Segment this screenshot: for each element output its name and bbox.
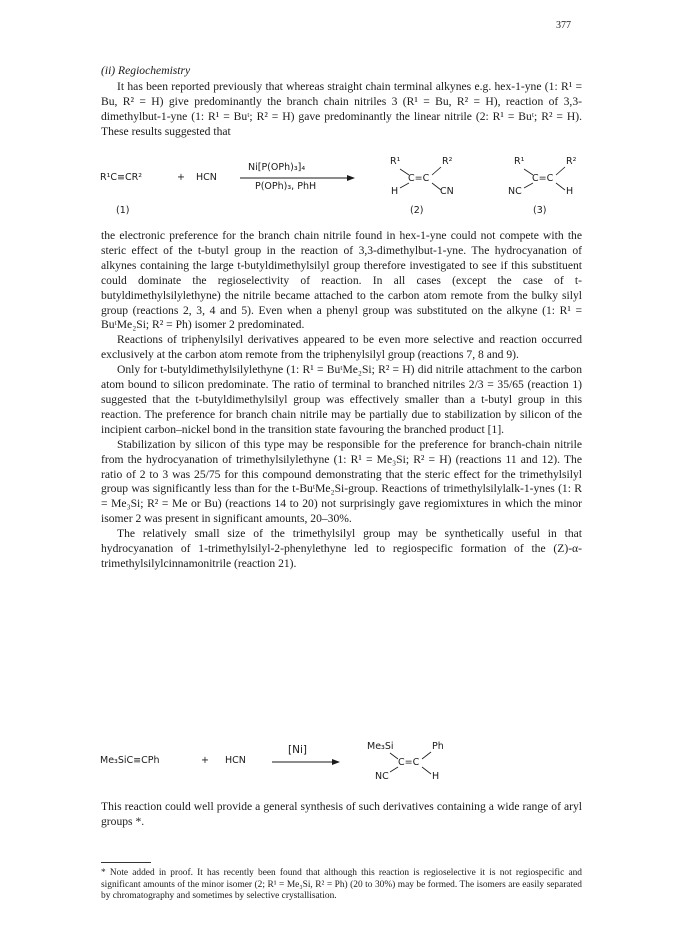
section-heading: (ii) Regiochemistry: [101, 64, 191, 77]
product-2-cn: CN: [440, 186, 454, 197]
paragraph-7: This reaction could well provide a general synthesis of such derivatives containing a wide range of aryl groups *.: [101, 800, 582, 828]
label-reactant: (1): [116, 205, 130, 216]
product-2-r2: R²: [442, 156, 453, 167]
page-number: 377: [556, 20, 571, 31]
paragraph-2: the electronic preference for the branch chain nitrile found in hex-1-yne could not compete with the steric effect of the t-butyl group in the reaction of 3,3-dimethylbut-1-yne. The hydrocyanation of alkynes containing the large t-butyldimethylsilyl group therefore investigated to see if this substituent could dominate the regioselectivity of reaction. In all cases (except the case of t-butyldimethylsilylethyne) the nitrile became attached to the carbon atom remote from the bulky silyl group (reactions 2, 3, 4 and 5). Even when a phenyl group was substituted on the alkyne (1: R¹ = BuᵗMe₂Si; R² = Ph) isomer 2 predominated.: [101, 229, 582, 332]
reaction-arrowhead-2: [332, 759, 340, 765]
product-double-bond: C=C: [398, 757, 420, 768]
reaction-scheme-2: [100, 736, 590, 796]
paragraph-1: It has been reported previously that whereas straight chain terminal alkynes e.g. hex-1-yne (1: R¹ = Bu, R² = H) give predominantly the branch chain nitriles 3 (R¹ = Bu, R² = H), reaction of 3,3-dimethylbut-1-yne (1: R¹ = Buᵗ; R² = H) gave predominantly the linear nitrile (2: R¹ = Buᵗ; R² = H). These results suggested that: [101, 80, 582, 138]
footnote: [101, 868, 582, 903]
product-ph: Ph: [432, 741, 444, 752]
bond-p-bottom-left: [390, 767, 398, 772]
reagent-hcn: HCN: [196, 172, 217, 183]
footnote-text: * Note added in proof. It has recently been found that although this reaction is regioselective it is not regiospecific and significant amounts of the minor isomer (2; R¹ = Me₃Si, R² = Ph) (20 to 30%) may be formed. The isomers are easily separated by chromatography and sometimes by selective crystallisation.: [101, 868, 582, 902]
product-2-double-bond: C=C: [408, 173, 430, 184]
paragraph-6: The relatively small size of the trimethylsilyl group may be synthetically useful in that hydrocyanation of 1-trimethylsilyl-2-phenylethyne led to regiospecific formation of the (Z)-α-trimethylsilylcinnamonitrile (reaction 21).: [101, 527, 582, 570]
paragraph-block-1: [101, 80, 582, 140]
paragraph-3: Reactions of triphenylsilyl derivatives appeared to be even more selective and reaction occurred exclusively at the carbon atom remote from the triphenylsilyl group (reactions 7, 8 and 9).: [101, 333, 582, 362]
reaction-arrowhead-1: [347, 175, 355, 181]
body-text-block: [101, 229, 582, 572]
reactant-alkyne: R¹C≡CR²: [100, 172, 143, 183]
footnote-rule: [101, 862, 151, 863]
reaction-scheme-2-lines: [100, 736, 590, 796]
label-product-2: (2): [410, 205, 424, 216]
paragraph-5: Stabilization by silicon of this type may be responsible for the preference for branch-chain nitrile from the hydrocyanation of trimethylsilylethyne (1: R¹ = Me₃Si; R² = H) (reactions 11 and 12). The ratio of 2 to 3 was 25/75 for this compound demonstrating that the steric effect for the trimethylsilyl group was significantly less than for the t-BuᵗMe₂Si-group. Reactions of trimethylsilylalk-1-ynes (1: R = Me₃Si; R² = Me or Bu) (reactions 14 to 20) not surprisingly gave regiomixtures in which the minor isomer 2 was present in significant amounts, 20–30%.: [101, 437, 582, 526]
bond-p-bottom-right: [422, 767, 431, 774]
reactant-silylalkyne: Me₃SiC≡CPh: [100, 755, 160, 766]
closing-text-block: [101, 800, 582, 830]
bond-p-top-right: [422, 752, 431, 759]
catalyst-below: P(OPh)₃, PhH: [255, 181, 317, 192]
catalyst-ni: [Ni]: [288, 744, 307, 756]
product-me3si: Me₃Si: [367, 741, 394, 752]
bond-2-top-right: [432, 167, 441, 175]
product-3-h: H: [566, 186, 574, 197]
product-h: H: [432, 771, 440, 782]
product-2-h: H: [391, 186, 399, 197]
bond-p-top-left: [390, 753, 398, 759]
plus-sign-2: +: [201, 755, 209, 766]
product-3-nc: NC: [508, 186, 522, 197]
catalyst-above: Ni[P(OPh)₃]₄: [248, 162, 306, 173]
product-3-r2: R²: [566, 156, 577, 167]
label-product-3: (3): [533, 205, 547, 216]
reaction-scheme-1: [100, 148, 590, 228]
plus-sign: +: [177, 172, 185, 183]
paragraph-4: Only for t-butyldimethylsilylethyne (1: R¹ = BuᵗMe₂Si; R² = H) did nitrile attachment to the carbon atom bound to silicon predominate. The ratio of terminal to branched nitriles 2/3 = 35/65 (reaction 1) suggested that the t-butyldimethylsilyl group was effectively smaller than a t-butyl group in this reaction. The preference for branch chain nitrile may be partially due to stabilization by silicon of the incipient carbon–nickel bond in the transition state favouring the branched product [1].: [101, 363, 582, 436]
product-3-r1: R¹: [514, 156, 525, 167]
product-2-r1: R¹: [390, 156, 401, 167]
bond-3-bottom-right: [556, 183, 565, 190]
bond-3-top-right: [556, 167, 565, 175]
product-3-double-bond: C=C: [532, 173, 554, 184]
reagent-hcn-2: HCN: [225, 755, 246, 766]
product-nc: NC: [375, 771, 389, 782]
